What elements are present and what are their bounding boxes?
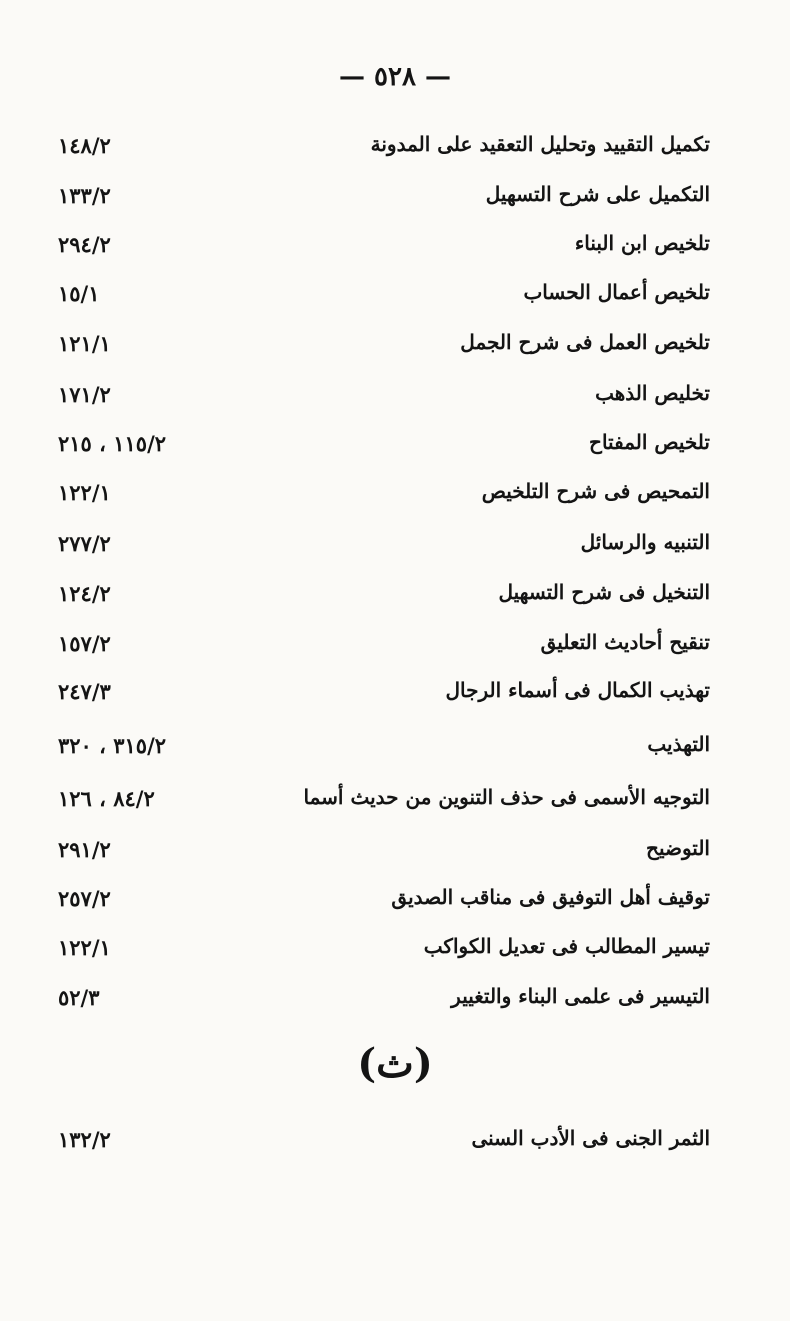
index-entry: [50, 272, 710, 312]
entry-title: تكميل التقييد وتحليل التعقيد على المدونة: [370, 132, 710, 156]
index-entry: [50, 522, 710, 562]
entry-reference: ١٢١/١: [58, 331, 111, 356]
entry-title: التوضيح: [646, 836, 710, 860]
entry-reference: ٨٤/٢ ، ١٢٦: [58, 786, 155, 811]
index-entry: [50, 724, 710, 764]
index-entry: [50, 777, 710, 817]
entry-title: تخليص الذهب: [595, 381, 710, 405]
entry-title: تهذيب الكمال فى أسماء الرجال: [445, 678, 710, 702]
entry-title: تنقيح أحاديث التعليق: [540, 630, 710, 654]
index-entry: [50, 223, 710, 263]
entry-reference: ١٢٢/١: [58, 935, 111, 960]
entry-title: التهذيب: [647, 732, 710, 756]
entry-reference: ٢٤٧/٣: [58, 679, 111, 704]
entry-title: تلخيص أعمال الحساب: [523, 280, 710, 304]
section-heading: (ث): [357, 1040, 433, 1087]
entry-reference: ١٥/١: [58, 281, 100, 306]
entry-reference: ٣١٥/٢ ، ٣٢٠: [58, 733, 167, 758]
index-entry: [50, 422, 710, 462]
entry-title: التكميل على شرح التسهيل: [485, 182, 710, 206]
index-entry: [50, 670, 710, 710]
entry-reference: ١٤٨/٢: [58, 133, 111, 158]
entry-title: الثمر الجنى فى الأدب السنى: [471, 1126, 710, 1150]
entry-title: توقيف أهل التوفيق فى مناقب الصديق: [391, 885, 710, 909]
entry-reference: ١٢٤/٢: [58, 581, 111, 606]
entry-title: تلخيص العمل فى شرح الجمل: [460, 330, 710, 354]
index-entry: [50, 373, 710, 413]
entry-reference: ٢٧٧/٢: [58, 531, 111, 556]
index-entry: [50, 174, 710, 214]
index-entry: [50, 1118, 710, 1158]
entry-reference: ١٢٢/١: [58, 480, 111, 505]
index-entry: [50, 926, 710, 966]
entry-title: التوجيه الأسمى فى حذف التنوين من حديث أسما: [303, 785, 710, 809]
entry-title: التنخيل فى شرح التسهيل: [498, 580, 710, 604]
entry-reference: ١٧١/٢: [58, 382, 111, 407]
entry-reference: ١٣٣/٢: [58, 183, 111, 208]
entry-reference: ١٣٢/٢: [58, 1127, 111, 1152]
entry-title: تيسير المطالب فى تعديل الكواكب: [423, 934, 710, 958]
entry-reference: ٢٩٤/٢: [58, 232, 111, 257]
entry-reference: ٢٥٧/٢: [58, 886, 111, 911]
index-entry: [50, 124, 710, 164]
entry-title: التنبيه والرسائل: [580, 530, 710, 554]
index-entry: [50, 976, 710, 1016]
index-entry: [50, 877, 710, 917]
index-entry: [50, 471, 710, 511]
page-number: — ٥٢٨ —: [338, 62, 452, 92]
entry-title: التمحيص فى شرح التلخيص: [481, 479, 710, 503]
index-entry: [50, 572, 710, 612]
entry-title: التيسير فى علمى البناء والتغيير: [451, 984, 710, 1008]
index-entry: [50, 828, 710, 868]
index-entry: [50, 322, 710, 362]
entry-reference: ١١٥/٢ ، ٢١٥: [58, 431, 167, 456]
index-entry: [50, 622, 710, 662]
entry-reference: ٢٩١/٢: [58, 837, 111, 862]
entry-reference: ٥٢/٣: [58, 985, 100, 1010]
entry-title: تلخيص ابن البناء: [574, 231, 710, 255]
entry-reference: ١٥٧/٢: [58, 631, 111, 656]
entry-title: تلخيص المفتاح: [589, 430, 710, 454]
